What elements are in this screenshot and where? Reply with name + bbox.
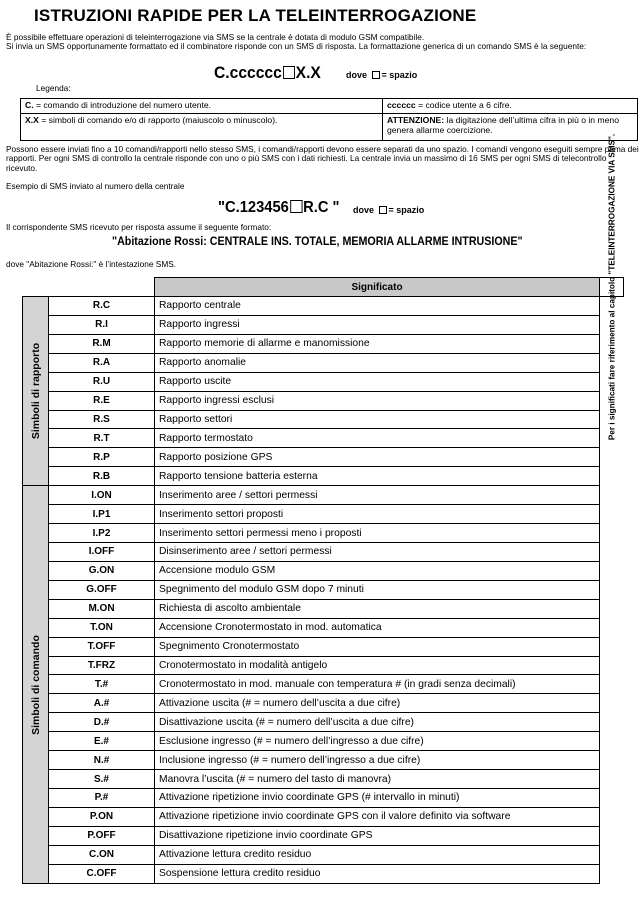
symbol-code: G.OFF: [49, 580, 155, 599]
table-row: [23, 656, 624, 675]
symbol-code: C.OFF: [49, 864, 155, 883]
table-row: [23, 353, 624, 372]
symbol-meaning: Attivazione uscita (# = numero dell’uscita a due cifre): [155, 694, 600, 713]
legend-xx-text: = simboli di comando e/o di rapporto (maiuscolo o minuscolo).: [38, 115, 278, 126]
legend-table: [20, 98, 638, 141]
table-row: [23, 637, 624, 656]
symbol-code: R.S: [49, 410, 155, 429]
symbol-code: N.#: [49, 751, 155, 770]
generic-command-format: [214, 63, 321, 83]
symbol-code: S.#: [49, 770, 155, 789]
report-group-label: Simboli di rapporto: [29, 342, 42, 440]
example-command-dove: [353, 205, 424, 215]
symbol-meaning: Inserimento settori proposti: [155, 505, 600, 524]
symbol-code: P.OFF: [49, 826, 155, 845]
symbol-meaning: Accensione modulo GSM: [155, 561, 600, 580]
table-row: [23, 429, 624, 448]
table-row: [23, 467, 624, 486]
symbol-meaning: Rapporto centrale: [155, 297, 600, 316]
space-box-icon: [290, 200, 302, 213]
header-blank: [23, 278, 155, 297]
table-row: [23, 561, 624, 580]
symbol-code: I.OFF: [49, 542, 155, 561]
symbol-meaning: Rapporto tensione batteria esterna: [155, 467, 600, 486]
legend-xx-cell: [21, 114, 383, 141]
table-row: [23, 694, 624, 713]
symbol-code: C.ON: [49, 845, 155, 864]
legend-attention-text: la digitazione dell’ultima cifra in più o in meno genera allarme coercizione.: [387, 115, 619, 136]
symbol-code: T.OFF: [49, 637, 155, 656]
symbol-meaning: Inclusione ingresso (# = numero dell’ingresso a due cifre): [155, 751, 600, 770]
space-box-icon: [379, 206, 387, 214]
legend-cccccc-cell: [383, 99, 638, 114]
symbol-meaning: Rapporto memorie di allarme e manomissione: [155, 334, 600, 353]
table-row: [23, 410, 624, 429]
table-row: [23, 864, 624, 883]
table-row: [23, 505, 624, 524]
legend-c-text: = comando di introduzione del numero utente.: [33, 100, 212, 110]
example-label: Esempio di SMS inviato al numero della centrale: [6, 181, 185, 191]
symbol-code: R.U: [49, 372, 155, 391]
table-row: [23, 618, 624, 637]
table-row: [23, 713, 624, 732]
command-group-label: Simboli di comando: [29, 634, 42, 735]
symbol-meaning: Cronotermostato in modalità antigelo: [155, 656, 600, 675]
legend-cccccc-text: = codice utente a 6 cifre.: [415, 100, 512, 110]
space-box-icon: [283, 66, 295, 79]
symbol-meaning: Esclusione ingresso (# = numero dell’ingresso a due cifre): [155, 732, 600, 751]
table-row: [23, 315, 624, 334]
symbol-code: E.#: [49, 732, 155, 751]
table-row: [23, 542, 624, 561]
table-row: [23, 845, 624, 864]
table-row: [23, 770, 624, 789]
dove-eq: = spazio: [388, 205, 425, 215]
symbol-meaning: Sospensione lettura credito residuo: [155, 864, 600, 883]
symbol-code: I.ON: [49, 486, 155, 505]
symbol-meaning: Disattivazione ripetizione invio coordinate GPS: [155, 826, 600, 845]
symbol-meaning: Manovra l’uscita (# = numero del tasto di manovra): [155, 770, 600, 789]
generic-command-dove: [346, 70, 417, 80]
table-row: [23, 675, 624, 694]
table-row: [23, 486, 624, 505]
reply-label: Il corrispondente SMS ricevuto per risposta assume il seguente formato:: [6, 222, 272, 232]
symbol-meaning: Attivazione ripetizione invio coordinate GPS con il valore definito via software: [155, 807, 600, 826]
legend-xx-key: X.X: [25, 115, 39, 126]
symbol-code: T.ON: [49, 618, 155, 637]
symbol-code: R.M: [49, 334, 155, 353]
symbol-code: I.P1: [49, 505, 155, 524]
table-row: [23, 448, 624, 467]
symbol-meaning: Rapporto settori: [155, 410, 600, 429]
symbol-code: R.T: [49, 429, 155, 448]
symbol-code: R.I: [49, 315, 155, 334]
symbol-meaning: Inserimento settori permessi meno i proposti: [155, 524, 600, 543]
symbol-code: T.#: [49, 675, 155, 694]
symbol-code: R.P: [49, 448, 155, 467]
symbol-code: R.B: [49, 467, 155, 486]
symbol-meaning: Attivazione ripetizione invio coordinate GPS (# intervallo in minuti): [155, 788, 600, 807]
table-row: [23, 297, 624, 316]
symbol-meaning: Disinserimento aree / settori permessi: [155, 542, 600, 561]
table-row: [23, 826, 624, 845]
table-row: [23, 788, 624, 807]
intro-paragraph: [6, 33, 640, 52]
side-note-cell: [600, 133, 624, 441]
symbol-code: R.A: [49, 353, 155, 372]
symbol-meaning: Richiesta di ascolto ambientale: [155, 599, 600, 618]
command-group-cell: [23, 486, 49, 884]
symbol-code: D.#: [49, 713, 155, 732]
multi-command-paragraph: Possono essere inviati fino a 10 comandi/rapporti nello stesso SMS, i comandi/rapporti devono essere separati da uno spazio. I comandi vengono eseguiti sempre prima dei rapporti. Per ogni SMS di controllo la centrale risponde con uno o più SMS con i dati richiesti. La centrale invia un massimo di 16 SMS per ogni SMS di telecontrollo ricevuto.: [6, 144, 639, 173]
table-row: [23, 524, 624, 543]
table-row: [23, 580, 624, 599]
report-group-cell: [23, 297, 49, 486]
generic-command-prefix: C.cccccc: [214, 63, 282, 82]
legend-attention-key: ATTENZIONE:: [387, 115, 445, 126]
legend-cccccc-key: cccccc: [387, 100, 416, 110]
side-note: Per i significati fare riferimento al capitolo "TELEINTERROGAZIONE VIA SMS".: [607, 133, 616, 441]
symbol-meaning: Cronotermostato in mod. manuale con temperatura # (in gradi senza decimali): [155, 675, 600, 694]
intro-line-1: È possibile effettuare operazioni di teleinterrogazione via SMS se la centrale è dotata di modulo GSM compatibile.: [6, 32, 425, 42]
symbol-meaning: Rapporto anomalie: [155, 353, 600, 372]
symbol-meaning: Rapporto ingressi esclusi: [155, 391, 600, 410]
table-row: [23, 751, 624, 770]
symbol-meaning: Rapporto termostato: [155, 429, 600, 448]
symbol-meaning: Attivazione lettura credito residuo: [155, 845, 600, 864]
symbol-code: R.E: [49, 391, 155, 410]
symbol-meaning: Rapporto uscite: [155, 372, 600, 391]
page-title: ISTRUZIONI RAPIDE PER LA TELEINTERROGAZIONE: [34, 6, 477, 25]
reply-sms-text: "Abitazione Rossi: CENTRALE INS. TOTALE, MEMORIA ALLARME INTRUSIONE": [112, 236, 523, 248]
table-row: [23, 807, 624, 826]
symbol-meaning: Inserimento aree / settori permessi: [155, 486, 600, 505]
table-row: [23, 599, 624, 618]
table-row: [23, 372, 624, 391]
legend-label: Legenda:: [36, 83, 71, 93]
symbol-meaning: Disattivazione uscita (# = numero dell’uscita a due cifre): [155, 713, 600, 732]
space-box-icon: [372, 71, 380, 79]
example-command-suffix: R.C ": [303, 199, 340, 216]
generic-command-suffix: X.X: [295, 63, 321, 82]
legend-c-key: C.: [25, 100, 34, 110]
symbol-code: A.#: [49, 694, 155, 713]
table-row: [23, 391, 624, 410]
symbol-code: G.ON: [49, 561, 155, 580]
symbol-code: T.FRZ: [49, 656, 155, 675]
intro-line-2: Si invia un SMS opportunamente formattato ed il combinatore risponde con un SMS di risposta. La formattazione generica di un comando SMS è la seguente:: [6, 41, 587, 52]
dove-word: dove: [346, 70, 368, 80]
symbol-code: I.P2: [49, 524, 155, 543]
symbol-code: P.#: [49, 788, 155, 807]
symbol-meaning: Spegnimento del modulo GSM dopo 7 minuti: [155, 580, 600, 599]
symbol-meaning: Rapporto posizione GPS: [155, 448, 600, 467]
example-command-prefix: "C.123456: [218, 199, 289, 216]
table-row: [23, 732, 624, 751]
header-significato: Significato: [155, 278, 600, 297]
table-row: [23, 334, 624, 353]
legend-attention-cell: [383, 114, 638, 141]
symbol-code: M.ON: [49, 599, 155, 618]
symbol-code: R.C: [49, 297, 155, 316]
symbol-code: P.ON: [49, 807, 155, 826]
reply-note: dove "Abitazione Rossi:" è l’intestazione SMS.: [6, 259, 177, 269]
legend-c-cell: [21, 99, 383, 114]
example-command: [218, 199, 340, 217]
dove-word: dove: [353, 205, 375, 215]
dove-eq: = spazio: [381, 70, 418, 80]
symbol-meaning: Rapporto ingressi: [155, 315, 600, 334]
symbol-meaning: Accensione Cronotermostato in mod. automatica: [155, 618, 600, 637]
symbol-meaning: Spegnimento Cronotermostato: [155, 637, 600, 656]
